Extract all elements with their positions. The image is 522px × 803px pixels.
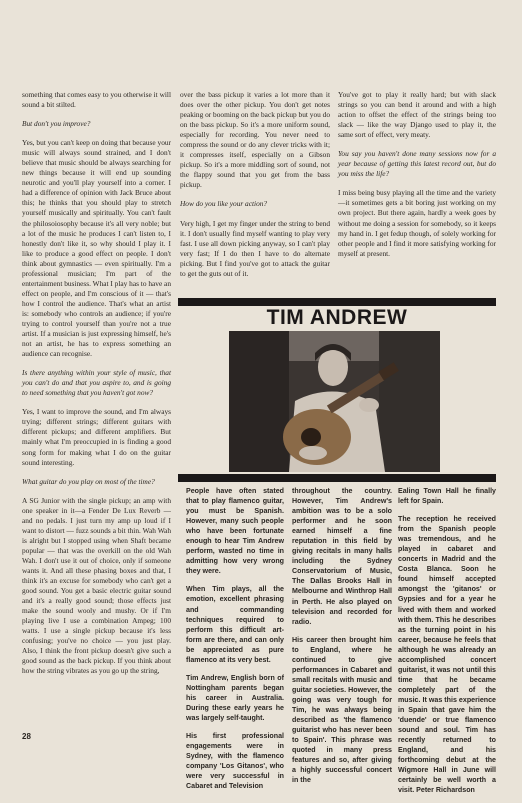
article-column-1 [22,90,171,685]
page-number: 28 [22,732,31,741]
interview-question: Is there anything within your style of music, that you can't do and that you aspire to, and is going to need something that you haven't got now? [22,368,171,398]
paragraph: His first professional engagements were in Sydney, with the flamenco company 'Los Gitanos', who were very successful in Cabaret and Television [186,732,284,791]
interview-question: What guitar do you play on most of the time? [22,476,155,486]
paragraph: Yes, I want to improve the sound, and I'm always trying; different strings; different guitars with different pickups; and different amplifiers. But mainly what I'm preoccupied in is finding a good song form for making what I do on the guitar sound interesting. [22,407,171,467]
paragraph: something that comes easy to you otherwise it will sound a bit stilted. [22,90,171,110]
paragraph: I miss being busy playing all the time and the variety —it sometimes gets a bit boring just working on my own project. But there again, hardly a week goes by without me doing a session for somebody, so it keeps my hand in. I get fedup though, of solely working for other people and I find it more satisfying working for myself at present. [338,188,496,258]
article-column-2 [180,90,330,288]
paragraph: The reception he received from the Spanish people was tremendous, and he played in cabaret and concerts in Madrid and the Costa Blanca. Soon he found himself accepted amongst the 'gitanos' or Gypsies and for a year he lived with them and worked with them. This he describes as the turning point in his career, because he feels that although he was already an accomplished concert guitarist, it was not until this time that he became completely part of the music. It was this experience in Spain that gave him the 'duende' or true flamenco sound and soul. Tim has recently returned to England, and his forthcoming debut at the Wigmore Hall in June will certainly be well worth a visit. Peter Richardson [398,515,496,795]
interview-question: But don't you improve? [22,119,91,129]
photo-illustration [229,331,440,472]
profile-column-1 [186,486,284,799]
box-top-rule [178,298,496,306]
paragraph: Yes, but you can't keep on doing that because your music will always sound strained, and I don't believe that music should be always searching for new things because it will end up sounding neurotic and you'll play yourself into a corner. I had a difference of opinion with Jack Bruce about this; he thinks that you should play to stretch yourself musically and spiritually. You can't fault the philosoiosophy because it's all very noble; but a lot of the music he produces I can't listen to, I honestly don't like it, so why should I play it. I like to produce a good effect on people. I don't think about gymnastics — even spiritually. I'm a professional musician; I'm part of the entertainment business. What I play has to have an effect on people, and I'm conscious of it — that's how I control the audience. That's what an artist is: somebody who controls an audience; if you're trying to control yourself than you're not a true artist. If a musician is just expressing himself, he's not an artist, he has to express something an audience can recognise. [22,138,171,359]
paragraph: A SG Junior with the single pickup; an amp with one speaker in it—a Fender De Lux Reverb — and no pedals. I just turn my amp up loud if I want to distort — fuzz sounds a bit thin. Wah Wah is alright but I stopped using when Shaft became popular — that was the overkill on the old Wah Wah. I don't use it out of choice, only if someone wants it. And all these phasing boxes and that, I think it's an excuse for somebody who can't get a good sound. You get a basic electric guitar sound and it's a really good sound; those effects just make the sound wooly and mushy. Or if I'm playing live I use a combination Ampeg; 100 watts. I use a single pickup because it's less confusing; you've no choice — you just play. Also, I think the front pickup doesn't give such a good sound as the back pickup. If you think about how the string vibrates as you go up the string, [22,495,171,676]
interview-question: You say you haven't done many sessions now for a year because of getting this latest record out, but do you miss the life? [338,149,496,179]
paragraph: When Tim plays, all the emotion, excellent phrasing and commanding techniques required to perform this difficult art-form are there, and can only be appreciated as pure flamenco at its very best. [186,585,284,664]
paragraph: Ealing Town Hall he finally left for Spain. [398,487,496,506]
box-bottom-rule [178,474,496,482]
paragraph: throughout the country. However, Tim Andrew's ambition was to be a solo performer and he soon earned himself a fine reputation in this field by giving recitals in many halls including the Sydney Conservatorium of Music, The Dallas Brooks Hall in Melbourne and Winthrop Hall in Perth. He also played on television and recorded for radio. [292,487,392,626]
profile-column-3 [398,486,496,803]
paragraph: over the bass pickup it varies a lot more than it does over the other pickup. You don't get notes peaking or booming on the back pickup but you do on the bass pickup. So it's a more uniform sound, especially for recording. You never need to compress the sound or do any clever tricks with it; it compresses itself, especially on a Gibson pickup. So it's a more middling sort of sound, not the flappy sound that you get from the bass pickup. [180,90,330,190]
paragraph: His career then brought him to England, where he continued to give performances in Cabaret and small recitals with music and guitar societies. However, the going was very tough for Tim, he was always being described as 'the flamenco guitarist who has never been to Spain'. This phrase was quoted in many press features and so, after giving a highly successful concert in the [292,635,392,785]
interview-question: How do you like your action? [180,199,268,209]
article-column-3 [338,90,496,268]
paragraph: Tim Andrew, English born of Nottingham parents began his career in Australia. During these early years he was largely self-taught. [186,673,284,722]
paragraph: Very high, I get my finger under the string to bend it. I don't usually find myself wanting to play very fast. I use all down picking anyway, so I can't play very fast; If I do then I have to do alternate picking. But I find you've got to attack the guitar to get the guts out of it. [180,218,330,278]
paragraph: You've got to play it really hard; but with slack strings so you can bend it around and with a high action to offset the effect of the strings being too slack — like the way Django used to play it, the same sort of effect, very meaty. [338,90,496,140]
box-heading: TIM ANDREW [266,306,408,329]
paragraph: People have often stated that to play flamenco guitar, you must be Spanish. However, many such people who have been fortunate enough to hear Tim Andrew perform, wasted no time in admitting how very wrong they were. [186,487,284,576]
profile-column-2 [292,486,392,793]
guitarist-photo [229,331,440,472]
